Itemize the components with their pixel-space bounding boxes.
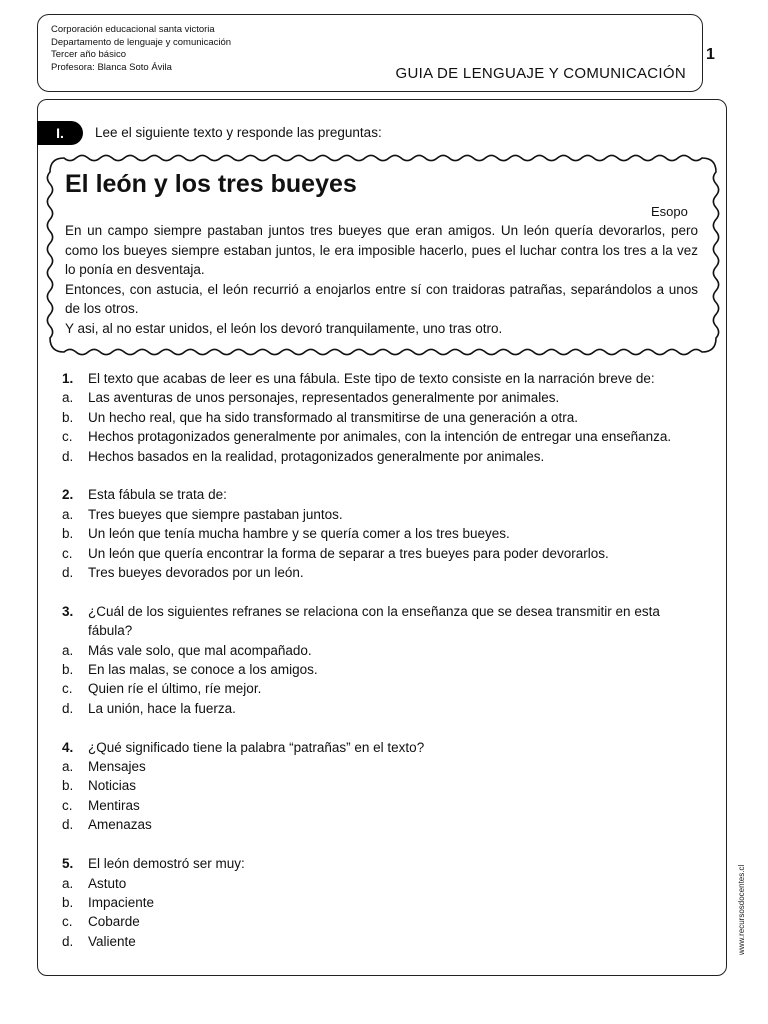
- question-5: [62, 854, 692, 951]
- story-title: El león y los tres bueyes: [65, 170, 357, 198]
- option-text: Tres bueyes que siempre pastaban juntos.: [88, 506, 343, 522]
- option-letter: d.: [62, 448, 74, 464]
- story-paragraph: Entonces, con astucia, el león recurrió a enojarlos entre sí con traidoras patrañas, separándolos a unos de los otros.: [65, 281, 698, 317]
- question-3: [62, 602, 692, 718]
- school-info: [51, 24, 231, 74]
- answer-option[interactable]: [62, 893, 692, 912]
- option-letter: b.: [62, 409, 74, 425]
- option-text: Cobarde: [88, 914, 140, 930]
- option-text: Tres bueyes devorados por un león.: [88, 565, 304, 581]
- answer-option[interactable]: [62, 757, 692, 776]
- option-text: Un hecho real, que ha sido transformado al transmitirse de una generación a otra.: [88, 409, 579, 425]
- answer-option[interactable]: [62, 699, 692, 718]
- section-instruction: Lee el siguiente texto y responde las preguntas:: [95, 125, 382, 140]
- option-text: Hechos protagonizados generalmente por animales, con la intención de entregar una enseñanza.: [88, 429, 672, 445]
- teacher: Profesora: Blanca Soto Ávila: [51, 61, 172, 73]
- option-letter: c.: [62, 914, 73, 930]
- option-letter: c.: [62, 429, 73, 445]
- question-text: ¿Cuál de los siguientes refranes se relaciona con la enseñanza que se desea transmitir en esta fábula?: [88, 603, 660, 639]
- guide-title: GUIA DE LENGUAJE Y COMUNICACIÓN: [395, 65, 686, 82]
- option-letter: c.: [62, 681, 73, 697]
- option-letter: a.: [62, 875, 74, 891]
- department: Departamento de lenguaje y comunicación: [51, 36, 232, 48]
- question-1: [62, 369, 692, 466]
- answer-option[interactable]: [62, 544, 692, 563]
- option-text: La unión, hace la fuerza.: [88, 700, 236, 716]
- option-letter: a.: [62, 759, 74, 775]
- option-letter: b.: [62, 778, 74, 794]
- questions-list: [62, 369, 692, 971]
- option-letter: d.: [62, 933, 74, 949]
- school-name: Corporación educacional santa victoria: [51, 24, 215, 35]
- question-number: 3.: [62, 603, 74, 619]
- question-text: El texto que acabas de leer es una fábula. Este tipo de texto consiste en la narración breve de:: [88, 371, 655, 386]
- option-letter: d.: [62, 700, 74, 716]
- option-text: Mentiras: [88, 797, 140, 813]
- question-number: 4.: [62, 739, 74, 755]
- option-letter: a.: [62, 506, 74, 522]
- option-letter: d.: [62, 565, 74, 581]
- answer-option[interactable]: [62, 427, 692, 446]
- answer-option[interactable]: [62, 447, 692, 466]
- question-4: [62, 738, 692, 835]
- answer-option[interactable]: [62, 660, 692, 679]
- option-letter: b.: [62, 526, 74, 542]
- option-text: En las malas, se conoce a los amigos.: [88, 662, 318, 678]
- answer-option[interactable]: [62, 912, 692, 931]
- question-number: 5.: [62, 856, 74, 872]
- option-text: Noticias: [88, 778, 137, 794]
- question-text: ¿Qué significado tiene la palabra “patrañas” en el texto?: [88, 739, 425, 755]
- question-number: 1.: [62, 371, 74, 386]
- question-text: El león demostró ser muy:: [88, 856, 245, 872]
- header-box: [37, 14, 703, 92]
- answer-option[interactable]: [62, 815, 692, 834]
- page-number: 1: [706, 46, 715, 63]
- answer-option[interactable]: [62, 388, 692, 407]
- answer-option[interactable]: [62, 505, 692, 524]
- website-watermark: www.recursosdocentes.cl: [737, 864, 746, 955]
- option-letter: a.: [62, 390, 74, 406]
- option-text: Astuto: [88, 875, 127, 891]
- question-text: Esta fábula se trata de:: [88, 487, 227, 503]
- grade: Tercer año básico: [51, 49, 126, 61]
- answer-option[interactable]: [62, 524, 692, 543]
- option-text: Quien ríe el último, ríe mejor.: [88, 681, 262, 697]
- answer-option[interactable]: [62, 874, 692, 893]
- option-text: Hechos basados en la realidad, protagonizados generalmente por animales.: [88, 448, 545, 464]
- question-2: [62, 485, 692, 582]
- option-letter: c.: [62, 797, 73, 813]
- option-text: Impaciente: [88, 894, 155, 910]
- option-text: Valiente: [88, 933, 136, 949]
- story-paragraph: En un campo siempre pastaban juntos tres bueyes que eran amigos. Un león quería devorarlos, pero como los bueyes siempre estaban juntos, le era imposible hacerlo, pues el luchar contra los tres a la vez lo ponía en desventaja.: [65, 223, 698, 278]
- option-letter: b.: [62, 894, 74, 910]
- option-letter: c.: [62, 545, 73, 561]
- option-text: Un león que tenía mucha hambre y se quería comer a los tres bueyes.: [88, 526, 510, 542]
- option-text: Amenazas: [88, 817, 152, 833]
- answer-option[interactable]: [62, 796, 692, 815]
- option-letter: b.: [62, 662, 74, 678]
- story-author: Esopo: [651, 204, 688, 219]
- section-badge: I.: [37, 121, 83, 145]
- option-letter: a.: [62, 642, 74, 658]
- answer-option[interactable]: [62, 563, 692, 582]
- story-paragraph: Y asi, al no estar unidos, el león los devoró tranquilamente, uno tras otro.: [65, 320, 503, 336]
- story-text: [65, 221, 698, 339]
- question-number: 2.: [62, 487, 74, 503]
- answer-option[interactable]: [62, 776, 692, 795]
- option-text: Mensajes: [88, 759, 146, 775]
- answer-option[interactable]: [62, 641, 692, 660]
- answer-option[interactable]: [62, 679, 692, 698]
- answer-option[interactable]: [62, 932, 692, 951]
- option-text: Las aventuras de unos personajes, representados generalmente por animales.: [88, 390, 560, 406]
- answer-option[interactable]: [62, 408, 692, 427]
- option-text: Más vale solo, que mal acompañado.: [88, 642, 312, 658]
- option-letter: d.: [62, 817, 74, 833]
- option-text: Un león que quería encontrar la forma de separar a tres bueyes para poder devorarlos.: [88, 545, 609, 561]
